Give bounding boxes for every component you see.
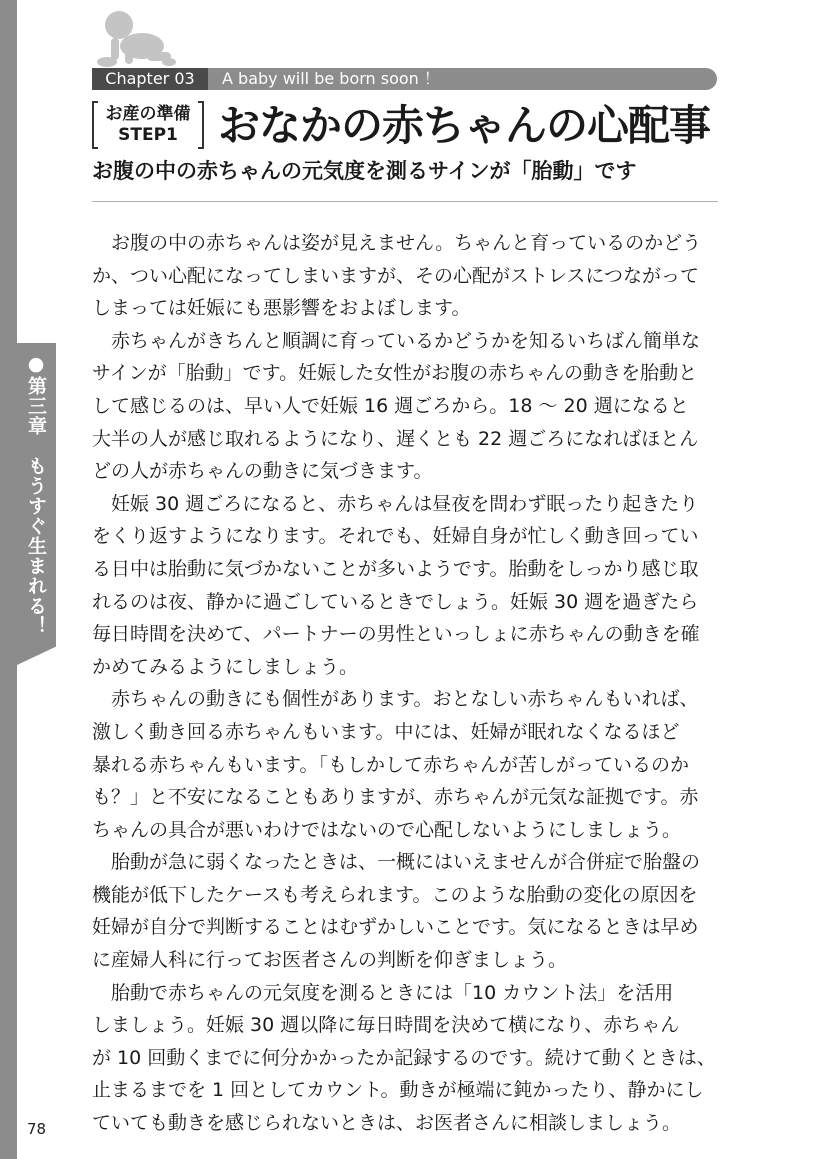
body-line: れるのは夜、静かに過ごしているときでしょう。妊娠 30 週を過ぎたら bbox=[92, 590, 699, 613]
body-line: 赤ちゃんがきちんと順調に育っているかどうかを知るいちばん簡単な bbox=[92, 329, 701, 352]
body-line: 止まるまでを 1 回としてカウント。動きが極端に鈍かったり、静かにし bbox=[92, 1079, 704, 1102]
body-line: が 10 回動くまでに何分かかったか記録するのです。続けて動くときは、 bbox=[92, 1046, 716, 1069]
chapter-label: Chapter 03 bbox=[92, 68, 208, 90]
body-line: しましょう。妊娠 30 週以降に毎日時間を決めて横になり、赤ちゃん bbox=[92, 1014, 680, 1037]
body-line: しまっては妊娠にも悪影響をおよぼします。 bbox=[92, 297, 471, 320]
body-line: 機能が低下したケースも考えられます。このような胎動の変化の原因を bbox=[92, 883, 698, 906]
body-text bbox=[92, 227, 722, 1140]
step-category: お産の準備 bbox=[105, 104, 191, 124]
body-line: 妊婦が自分で判断することはむずかしいことです。気になるときは早め bbox=[92, 916, 699, 939]
body-line: して感じるのは、早い人で妊娠 16 週ごろから。18 ～ 20 週になると bbox=[92, 394, 689, 417]
page-number: 78 bbox=[27, 1120, 47, 1138]
body-line: も？」と不安になることもありますが、赤ちゃんが元気な証拠です。赤 bbox=[92, 786, 699, 809]
body-line: 毎日時間を決めて、パートナーの男性といっしょに赤ちゃんの動きを確 bbox=[92, 623, 700, 646]
divider bbox=[92, 201, 718, 202]
body-line: 暴れる赤ちゃんもいます。「もしかして赤ちゃんが苦しがっているのか bbox=[92, 753, 689, 776]
body-line: 赤ちゃんの動きにも個性があります。おとなしい赤ちゃんもいれば、 bbox=[92, 688, 699, 711]
body-line: か、つい心配になってしまいますが、その心配がストレスにつながって bbox=[92, 264, 700, 287]
body-line: サインが「胎動」です。妊娠した女性がお腹の赤ちゃんの動きを胎動と bbox=[92, 362, 698, 385]
page-subtitle: お腹の中の赤ちゃんの元気度を測るサインが「胎動」です bbox=[92, 159, 637, 183]
body-line: 激しく動き回る赤ちゃんもいます。中には、妊婦が眠れなくなるほど bbox=[92, 720, 680, 743]
chapter-title: A baby will be born soon ！ bbox=[222, 69, 440, 88]
step-number: STEP1 bbox=[118, 125, 178, 145]
body-line: お腹の中の赤ちゃんは姿が見えません。ちゃんと育っているのかどう bbox=[92, 232, 702, 254]
body-line: に産婦人科に行ってお医者さんの判断を仰ぎましょう。 bbox=[92, 949, 568, 972]
body-line: る日中は胎動に気づかないことが多いようです。胎動をしっかり感じ取 bbox=[92, 557, 699, 580]
body-line: をくり返すようになります。それでも、妊婦自身が忙しく動き回ってい bbox=[92, 525, 699, 548]
body-line: 胎動が急に弱くなったときは、一概にはいえませんが合併症で胎盤の bbox=[92, 851, 701, 874]
page-title: おなかの赤ちゃんの心配事 bbox=[218, 101, 711, 150]
body-line: かめてみるようにしましょう。 bbox=[92, 655, 359, 678]
step-box bbox=[92, 101, 204, 149]
body-line: ていても動きを感じられないときは、お医者さんに相談しましょう。 bbox=[92, 1112, 682, 1135]
body-line: ちゃんの具合が悪いわけではないので心配しないようにしましょう。 bbox=[92, 818, 682, 841]
body-line: どの人が赤ちゃんの動きに気づきます。 bbox=[92, 460, 433, 483]
chapter-side-tab-label: ●第三章 もうすぐ生まれる！ bbox=[25, 353, 47, 636]
body-line: 胎動で赤ちゃんの元気度を測るときには「10 カウント法」を活用 bbox=[92, 981, 674, 1004]
crawling-baby-icon bbox=[97, 8, 177, 70]
body-line: 妊娠 30 週ごろになると、赤ちゃんは昼夜を問わず眠ったり起きたり bbox=[92, 492, 699, 515]
body-line: 大半の人が感じ取れるようになり、遅くとも 22 週ごろになればほとん bbox=[92, 427, 699, 450]
